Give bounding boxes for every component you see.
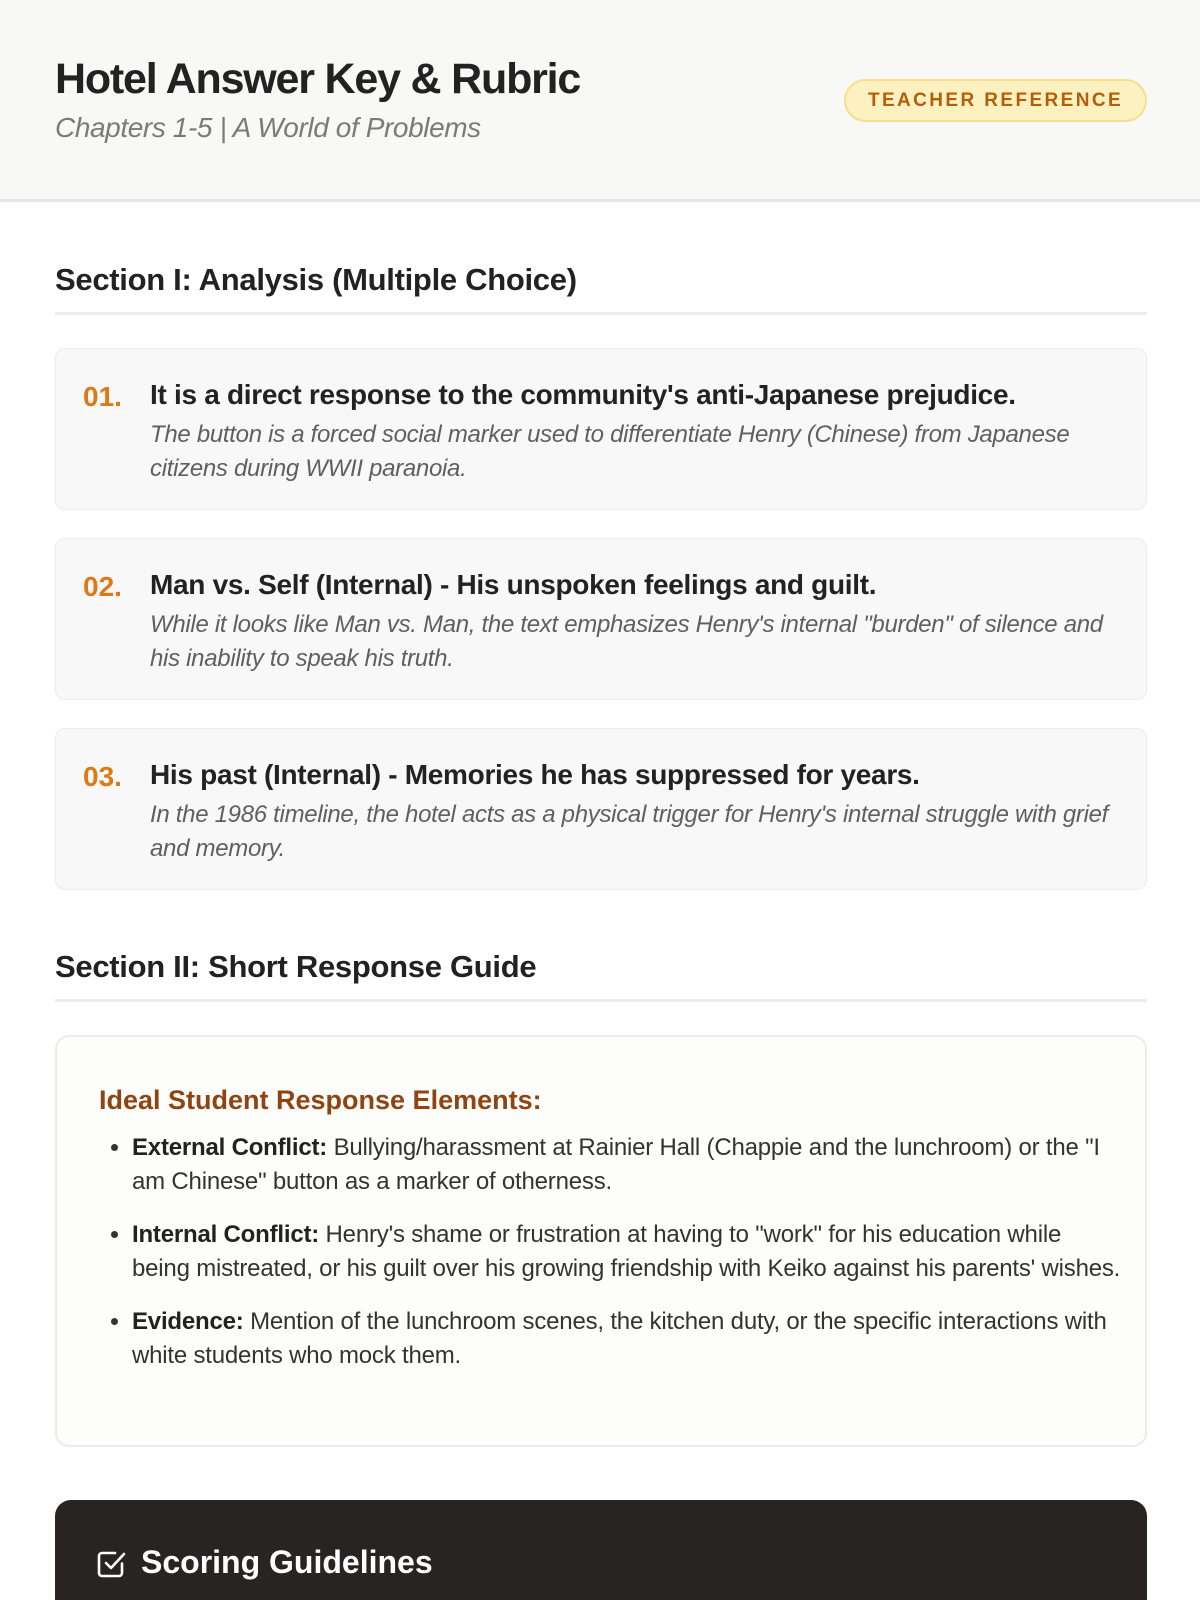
response-guide-card — [55, 1035, 1147, 1447]
answer-explanation: While it looks like Man vs. Man, the text emphasizes Henry's internal "burden" of silence and his inability to speak his truth. — [150, 611, 1103, 672]
page-header — [0, 0, 1200, 202]
element-label: Internal Conflict: — [132, 1221, 320, 1248]
element-label: Evidence: — [132, 1308, 244, 1335]
answer-text: Man vs. Self (Internal) - His unspoken feelings and guilt. — [150, 569, 877, 600]
guide-card-title: Ideal Student Response Elements: — [99, 1085, 542, 1115]
answer-text: His past (Internal) - Memories he has suppressed for years. — [150, 759, 920, 790]
checkbox-icon — [95, 1548, 127, 1580]
scoring-guidelines-title: Scoring Guidelines — [141, 1544, 433, 1580]
answer-card — [55, 728, 1147, 890]
answer-explanation: In the 1986 timeline, the hotel acts as a physical trigger for Henry's internal struggle with grief and memory. — [150, 801, 1109, 862]
page-title: Hotel Answer Key & Rubric — [55, 55, 581, 103]
list-item — [132, 1218, 1122, 1286]
teacher-reference-badge: TEACHER REFERENCE — [844, 79, 1147, 122]
list-item — [132, 1131, 1122, 1199]
list-item — [132, 1305, 1122, 1373]
question-number: 02. — [83, 571, 122, 602]
response-elements-list — [132, 1131, 1122, 1392]
element-text: Mention of the lunchroom scenes, the kitchen duty, or the specific interactions with white students who mock them. — [132, 1308, 1107, 1369]
element-label: External Conflict: — [132, 1134, 328, 1161]
element-text: Henry's shame or frustration at having to "work" for his education while being mistreated, or his guilt over his growing friendship with Keiko against his parents' wishes. — [132, 1221, 1121, 1282]
question-number: 01. — [83, 381, 122, 412]
answer-text: It is a direct response to the community's anti-Japanese prejudice. — [150, 379, 1016, 410]
question-number: 03. — [83, 761, 122, 792]
answer-explanation: The button is a forced social marker used to differentiate Henry (Chinese) from Japanese citizens during WWII paranoia. — [150, 421, 1070, 482]
section-heading-short-response: Section II: Short Response Guide — [55, 949, 1147, 1002]
page-subtitle: Chapters 1-5 | A World of Problems — [55, 112, 481, 143]
section-heading-analysis: Section I: Analysis (Multiple Choice) — [55, 262, 1147, 315]
element-text: Bullying/harassment at Rainier Hall (Chappie and the lunchroom) or the "I am Chinese" button as a marker of otherness. — [132, 1134, 1100, 1195]
scoring-guidelines-panel — [55, 1500, 1147, 1600]
answer-card — [55, 538, 1147, 700]
answer-card — [55, 348, 1147, 510]
